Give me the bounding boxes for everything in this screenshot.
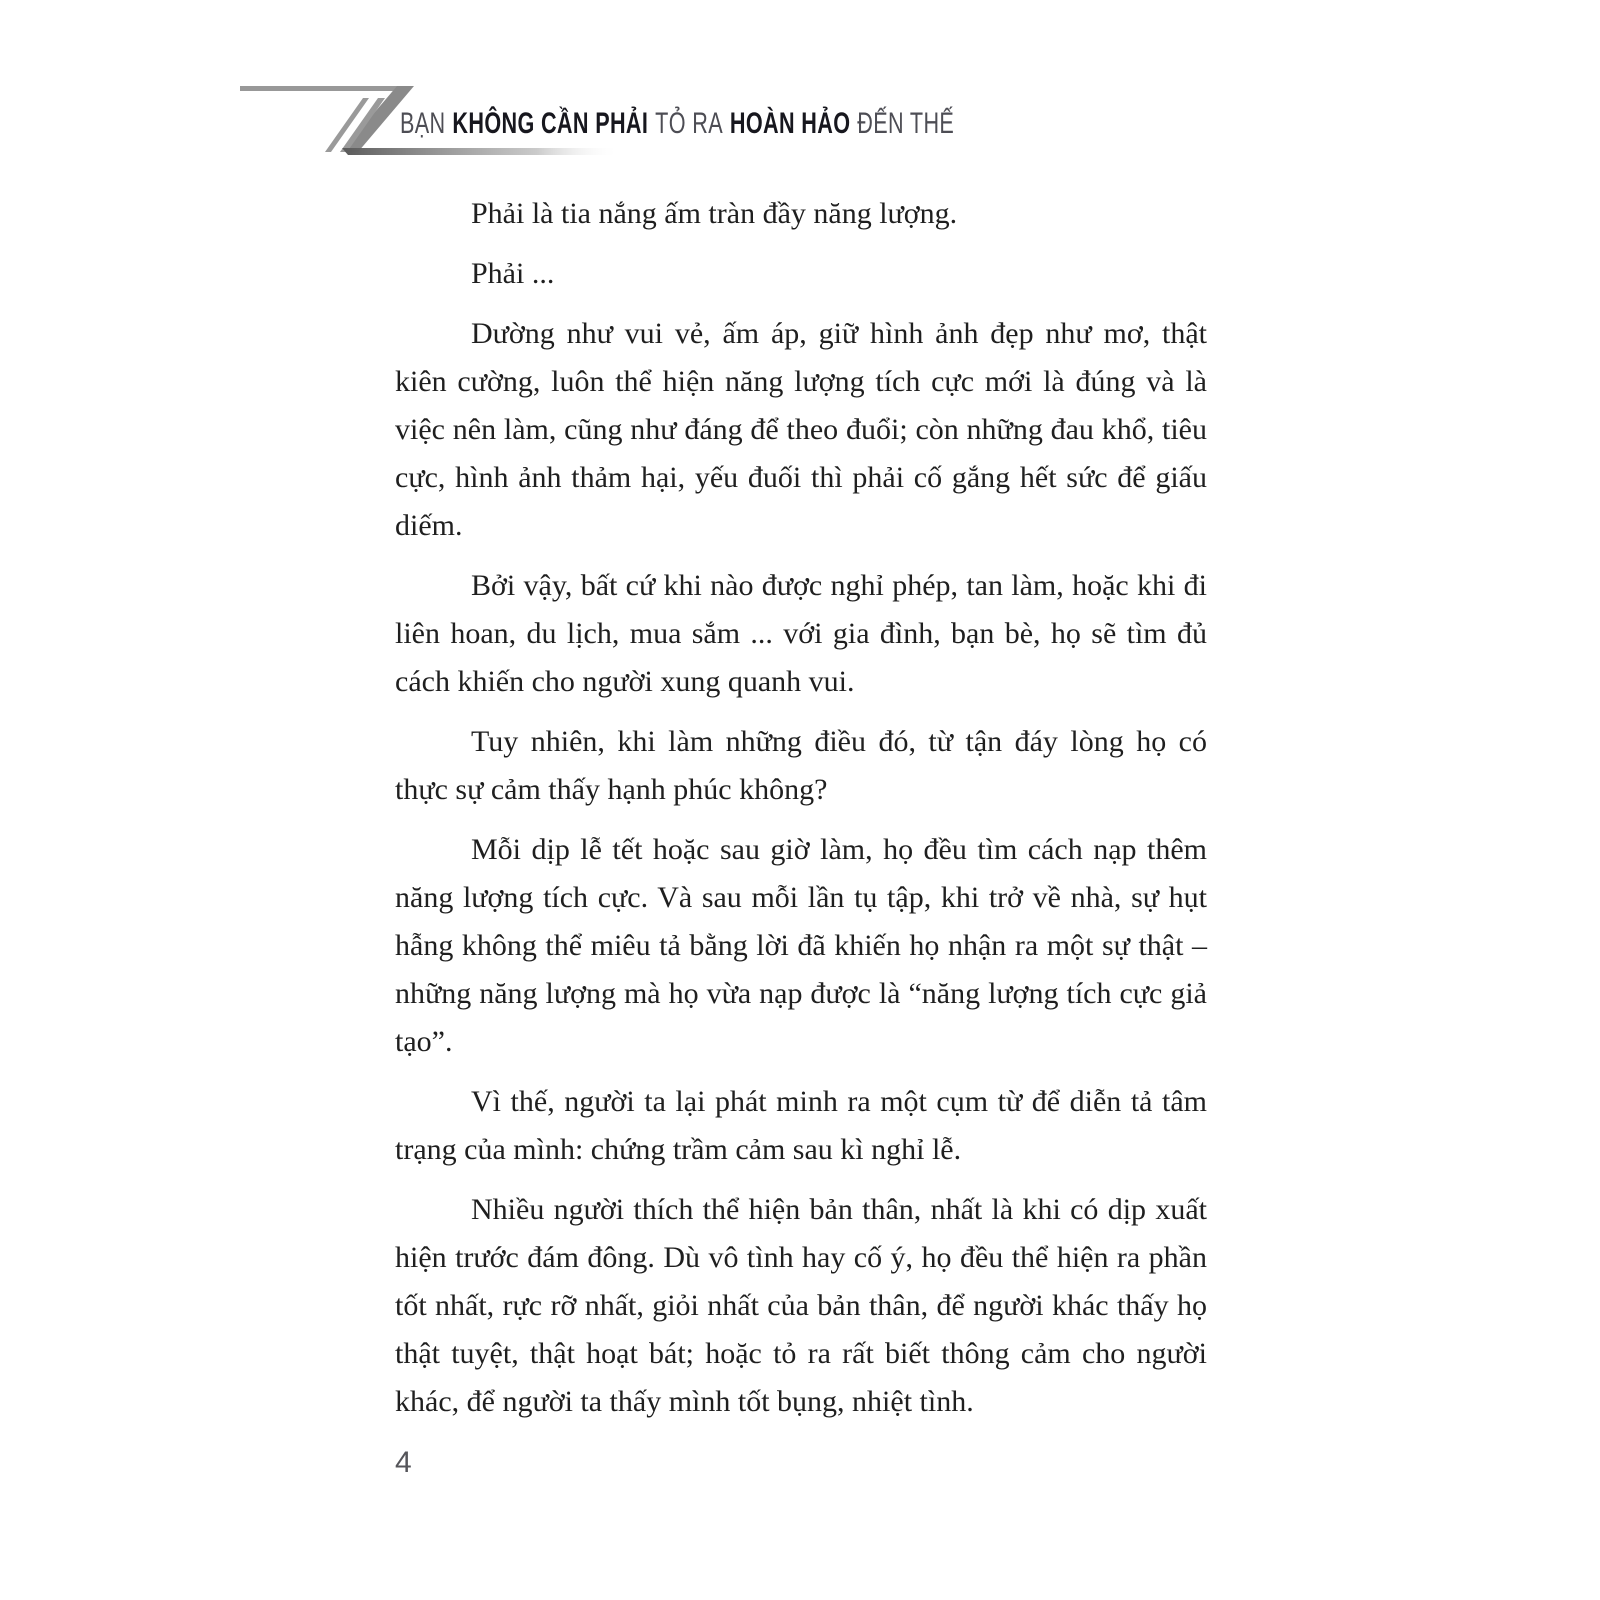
title-segment: HOÀN HẢO (729, 107, 851, 140)
paragraph: Mỗi dịp lễ tết hoặc sau giờ làm, họ đều tìm cách nạp thêm năng lượng tích cực. Và sau mỗi lần tụ tập, khi trở về nhà, sự hụt hẫng không thể miêu tả bằng lời đã khiến họ nhận ra một sự thật – những năng lượng mà họ vừa nạp được là “năng lượng tích cực giả tạo”. (395, 833, 1207, 1058)
paragraph: Tuy nhiên, khi làm những điều đó, từ tận đáy lòng họ có thực sự cảm thấy hạnh phúc không? (395, 725, 1207, 806)
paragraph: Dường như vui vẻ, ấm áp, giữ hình ảnh đẹp như mơ, thật kiên cường, luôn thể hiện năng lượng tích cực mới là đúng và là việc nên làm, cũng như đáng để theo đuổi; còn những đau khổ, tiêu cực, hình ảnh thảm hại, yếu đuối thì phải cố gắng hết sức để giấu diếm. (395, 317, 1207, 542)
title-segment: TỎ RA (655, 107, 723, 140)
running-title (400, 101, 961, 147)
paragraph: Phải là tia nắng ấm tràn đầy năng lượng. (471, 197, 958, 230)
title-segment: BẠN (400, 107, 446, 140)
title-segment: KHÔNG CẦN PHẢI (452, 107, 649, 140)
paragraph: Nhiều người thích thể hiện bản thân, nhất là khi có dịp xuất hiện trước đám đông. Dù vô tình hay cố ý, họ đều thể hiện ra phần tốt nhất, rực rỡ nhất, giỏi nhất của bản thân, để người khác thấy họ thật tuyệt, thật hoạt bát; hoặc tỏ ra rất biết thông cảm cho người khác, để người ta thấy mình tốt bụng, nhiệt tình. (395, 1193, 1207, 1418)
title-segment: ĐẾN THẾ (857, 107, 955, 140)
page-number: 4 (395, 1446, 412, 1479)
paragraph: Vì thế, người ta lại phát minh ra một cụm từ để diễn tả tâm trạng của mình: chứng trầm cảm sau kì nghỉ lễ. (395, 1085, 1207, 1166)
body-text (395, 190, 1207, 1426)
paragraph: Phải ... (471, 257, 555, 290)
paragraph: Bởi vậy, bất cứ khi nào được nghỉ phép, tan làm, hoặc khi đi liên hoan, du lịch, mua sắm ... với gia đình, bạn bè, họ sẽ tìm đủ cách khiến cho người xung quanh vui. (395, 569, 1207, 698)
